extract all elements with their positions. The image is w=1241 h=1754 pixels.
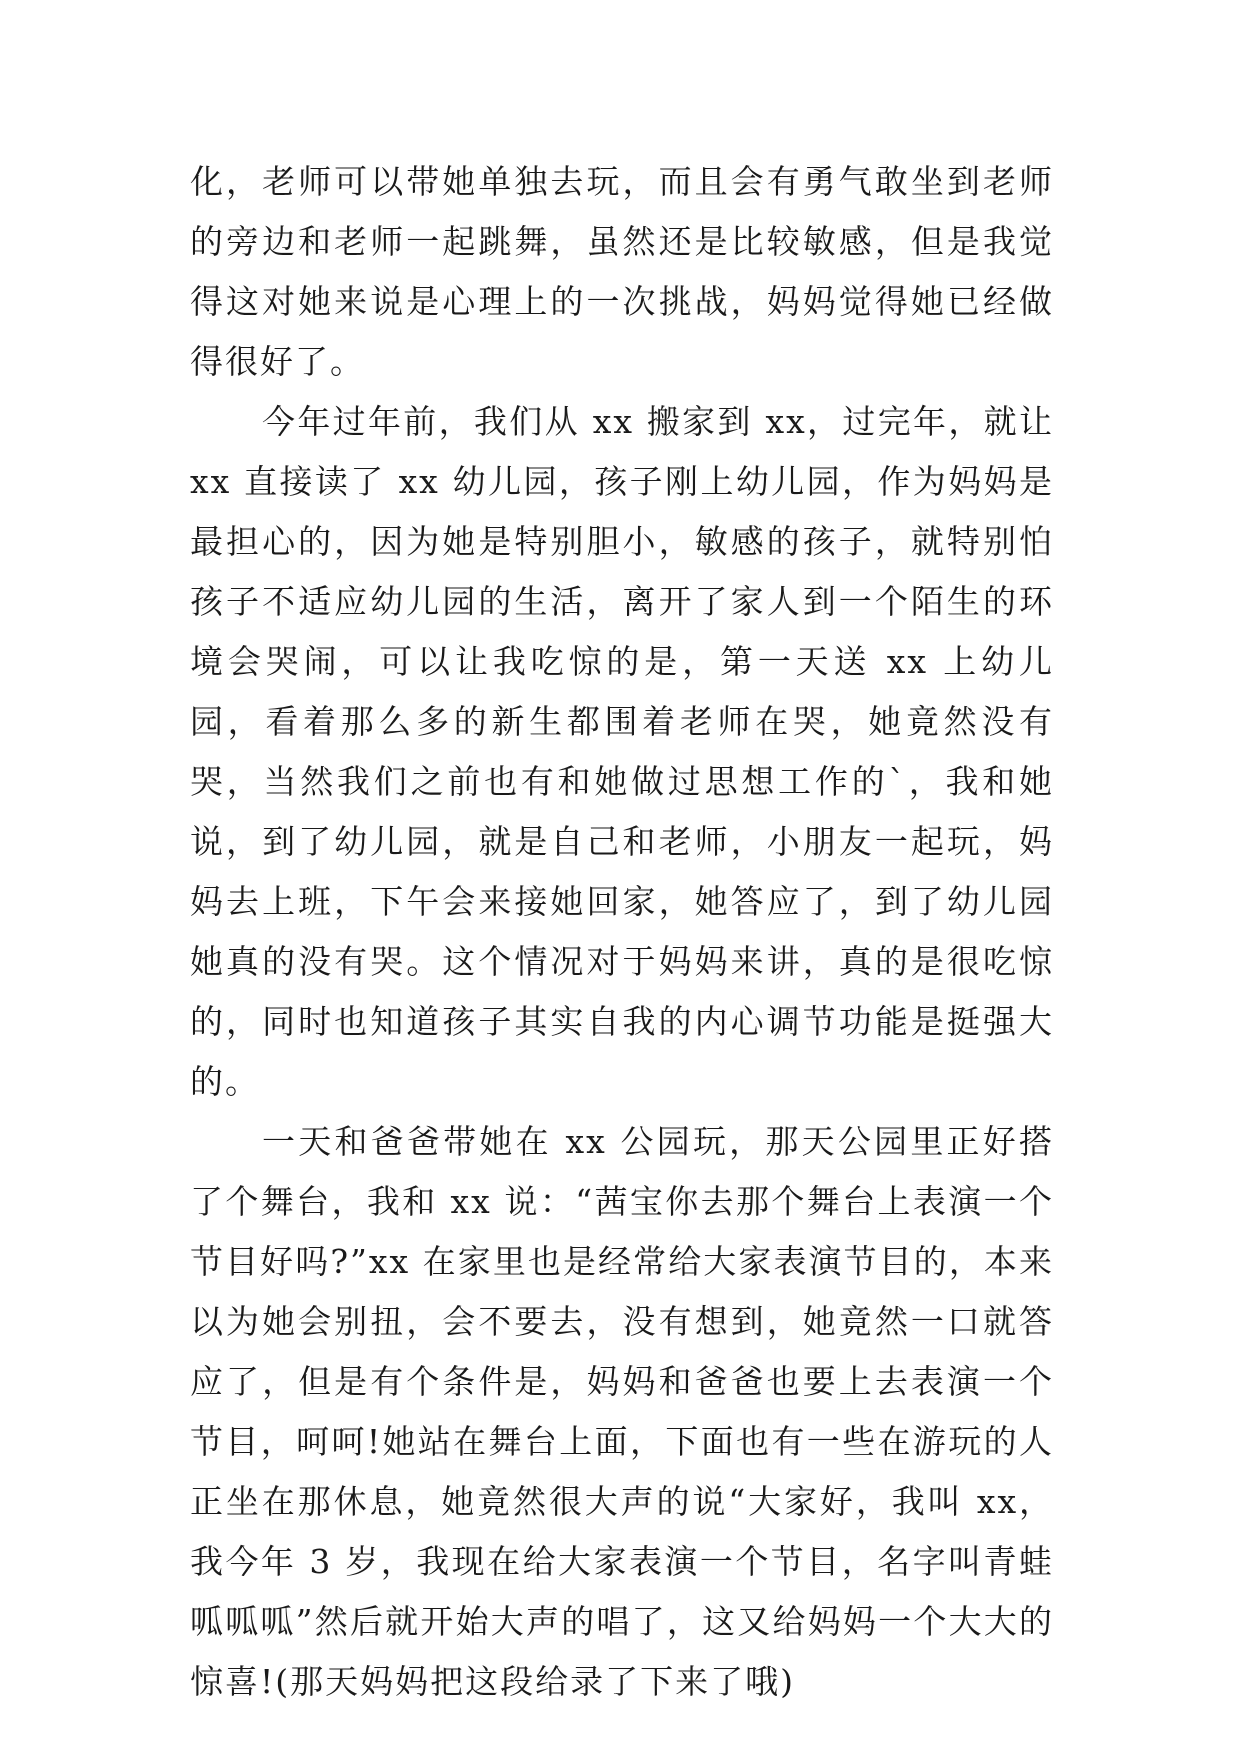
paragraph-2: 今年过年前，我们从 xx 搬家到 xx，过完年，就让 xx 直接读了 xx 幼儿园，孩子刚上幼儿园，作为妈妈是最担心的，因为她是特别胆小，敏感的孩子，就特别怕孩子不适应幼儿园的生活，离开了家人到一个陌生的环境会哭闹，可以让我吃惊的是，第一天送 xx 上幼儿园，看着那么多的新生都围着老师在哭，她竟然没有哭，当然我们之前也有和她做过思想工作的`，我和她说，到了幼儿园，就是自己和老师，小朋友一起玩，妈妈去上班，下午会来接她回家，她答应了，到了幼儿园她真的没有哭。这个情况对于妈妈来讲，真的是很吃惊的，同时也知道孩子其实自我的内心调节功能是挺强大的。 bbox=[190, 402, 1054, 1101]
paragraph-3: 一天和爸爸带她在 xx 公园玩，那天公园里正好搭了个舞台，我和 xx 说：“茜宝你去那个舞台上表演一个节目好吗?”xx 在家里也是经常给大家表演节目的，本来以为她会别扭，会不要去，没有想到，她竟然一口就答应了，但是有个条件是，妈妈和爸爸也要上去表演一个节目，呵呵!她站在舞台上面，下面也有一些在游玩的人正坐在那休息，她竟然很大声的说“大家好，我叫 xx，我今年 3 岁，我现在给大家表演一个节目，名字叫青蛙呱呱呱”然后就开始大声的唱了，这又给妈妈一个大大的惊喜!(那天妈妈把这段给录了下来了哦) bbox=[190, 1122, 1054, 1701]
document-body bbox=[190, 152, 1054, 1712]
paragraph-1: 化，老师可以带她单独去玩，而且会有勇气敢坐到老师的旁边和老师一起跳舞，虽然还是比较敏感，但是我觉得这对她来说是心理上的一次挑战，妈妈觉得她已经做得很好了。 bbox=[190, 162, 1054, 381]
